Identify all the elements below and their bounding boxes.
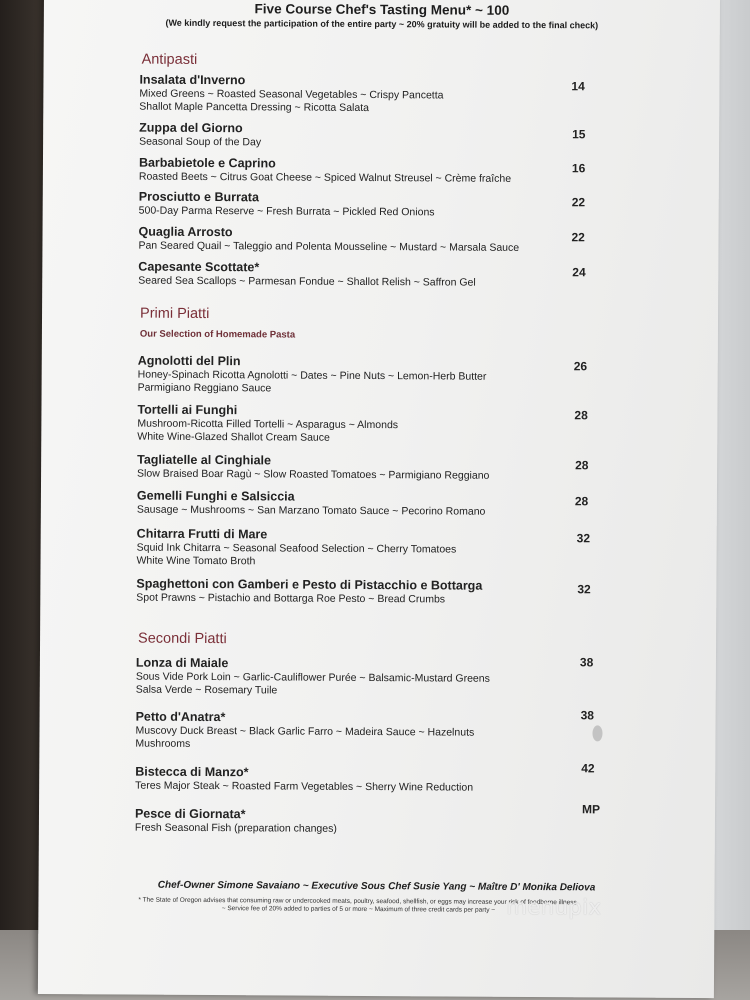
paper-smudge	[592, 725, 602, 741]
item-name: Gemelli Funghi e Salsiccia	[136, 488, 295, 504]
item-price: 22	[571, 230, 585, 245]
item-price: 14	[571, 79, 585, 94]
item-description: Mushrooms	[135, 737, 191, 750]
item-price: 28	[575, 458, 589, 473]
item-description: Sausage ~ Mushrooms ~ San Marzano Tomato Sauce ~ Pecorino Romano	[136, 503, 486, 518]
menu-item	[135, 765, 605, 796]
menu-item	[136, 527, 606, 571]
item-description: White Wine Tomato Broth	[136, 554, 256, 568]
item-price: 22	[571, 195, 586, 210]
service-fee-notice: ~ Service fee of 20% added to parties of 5 or more ~ Maximum of three credit cards per party ~	[221, 905, 496, 914]
item-name: Lonza di Maiale	[135, 655, 229, 671]
item-name: Bistecca di Manzo*	[135, 764, 249, 780]
item-description: Honey-Spinach Ricotta Agnolotti ~ Dates ~ Pine Nuts ~ Lemon-Herb Butter	[137, 368, 487, 383]
menu-item	[137, 403, 607, 447]
item-description: Spot Prawns ~ Pistachio and Bottarga Roe Pesto ~ Bread Crumbs	[136, 591, 446, 606]
menu-item	[135, 807, 605, 838]
item-price: 38	[580, 708, 595, 723]
item-name: Tagliatelle al Cinghiale	[137, 452, 272, 468]
item-name: Tortelli ai Funghi	[137, 402, 238, 418]
staff-credits: Chef-Owner Simone Savaiano ~ Executive Sous Chef Susie Yang ~ Maître D' Monika Deliova	[157, 879, 596, 894]
item-price: 16	[571, 161, 586, 176]
item-name: Spaghettoni con Gamberi e Pesto di Pistacchio e Bottarga	[136, 576, 483, 593]
item-name: Insalata d'Inverno	[139, 72, 246, 88]
item-price: 32	[577, 582, 591, 597]
item-name: Chitarra Frutti di Mare	[136, 526, 268, 542]
item-price: 42	[581, 761, 595, 776]
item-description: Seared Sea Scallops ~ Parmesan Fondue ~ Shallot Relish ~ Saffron Gel	[138, 274, 476, 289]
menu-item	[139, 190, 609, 221]
item-price: 28	[574, 408, 588, 423]
menu-item	[137, 453, 607, 484]
item-name: Barbabietole e Caprino	[138, 155, 276, 171]
item-description: Shallot Maple Pancetta Dressing ~ Ricotta Salata	[139, 100, 370, 114]
item-description: Mushroom-Ricotta Filled Tortelli ~ Asparagus ~ Almonds	[137, 417, 399, 432]
item-price: MP	[581, 802, 601, 817]
item-description: Squid Ink Chitarra ~ Seasonal Seafood Selection ~ Cherry Tomatoes	[136, 541, 457, 556]
menupix-watermark: menupix	[506, 894, 602, 920]
item-description: Seasonal Soup of the Day	[139, 135, 262, 149]
section-note-primi: Our Selection of Homemade Pasta	[139, 328, 296, 341]
tasting-menu-title: Five Course Chef's Tasting Menu* ~ 100	[254, 1, 510, 18]
menu-item	[139, 121, 609, 152]
item-description: White Wine-Glazed Shallot Cream Sauce	[137, 430, 330, 444]
menu-item	[138, 260, 608, 291]
menu-item	[138, 225, 608, 256]
item-name: Pesce di Giornata*	[134, 806, 246, 822]
item-name: Prosciutto e Burrata	[138, 189, 259, 205]
section-title-primi: Primi Piatti	[140, 305, 210, 323]
menu-header	[44, 0, 720, 31]
item-description: Slow Braised Boar Ragù ~ Slow Roasted Tomatoes ~ Parmigiano Reggiano	[137, 467, 490, 482]
menu-item	[137, 489, 607, 520]
menu-sheet	[38, 0, 720, 998]
item-price: 24	[572, 265, 586, 280]
item-name: Quaglia Arrosto	[138, 224, 233, 240]
item-name: Petto d'Anatra*	[135, 709, 226, 725]
menu-item	[139, 156, 609, 187]
item-description: Roasted Beets ~ Citrus Goat Cheese ~ Spiced Walnut Streusel ~ Crème fraîche	[138, 170, 512, 185]
item-description: Sous Vide Pork Loin ~ Garlic-Cauliflower Purée ~ Balsamic-Mustard Greens	[135, 670, 490, 685]
item-description: Teres Major Steak ~ Roasted Farm Vegetables ~ Sherry Wine Reduction	[135, 779, 474, 794]
section-title-antipasti: Antipasti	[141, 51, 198, 68]
item-description: Muscovy Duck Breast ~ Black Garlic Farro ~ Madeira Sauce ~ Hazelnuts	[135, 724, 475, 739]
tasting-menu-subtitle: (We kindly request the participation of the entire party ~ 20% gratuity will be added to the final check)	[165, 17, 599, 31]
item-description: Parmigiano Reggiano Sauce	[137, 381, 272, 395]
menu-item	[138, 354, 608, 398]
item-name: Agnolotti del Plin	[137, 353, 241, 369]
item-price: 15	[572, 127, 586, 142]
food-safety-notice: * The State of Oregon advises that consuming raw or undercooked meats, poultry, seafood, shellfish, or eggs may increase your risk of foodborne illness.	[138, 896, 579, 907]
item-description: Salsa Verde ~ Rosemary Tuile	[135, 683, 278, 697]
item-price: 28	[574, 494, 589, 509]
item-description: Mixed Greens ~ Roasted Seasonal Vegetables ~ Crispy Pancetta	[139, 87, 444, 102]
item-description: Pan Seared Quail ~ Taleggio and Polenta Mousseline ~ Mustard ~ Marsala Sauce	[138, 239, 520, 254]
menu-item	[139, 73, 609, 117]
item-name: Capesante Scottate*	[138, 259, 260, 275]
menu-item	[136, 577, 636, 608]
item-description: Fresh Seasonal Fish (preparation changes)	[134, 821, 337, 835]
item-name: Zuppa del Giorno	[139, 120, 243, 136]
item-price: 26	[573, 359, 588, 374]
item-price: 38	[579, 655, 594, 670]
menu-item	[135, 710, 605, 754]
item-price: 32	[576, 531, 591, 546]
menu-item	[136, 656, 606, 700]
item-description: 500-Day Parma Reserve ~ Fresh Burrata ~ Pickled Red Onions	[138, 204, 435, 219]
section-title-secondi: Secondi Piatti	[138, 630, 227, 648]
